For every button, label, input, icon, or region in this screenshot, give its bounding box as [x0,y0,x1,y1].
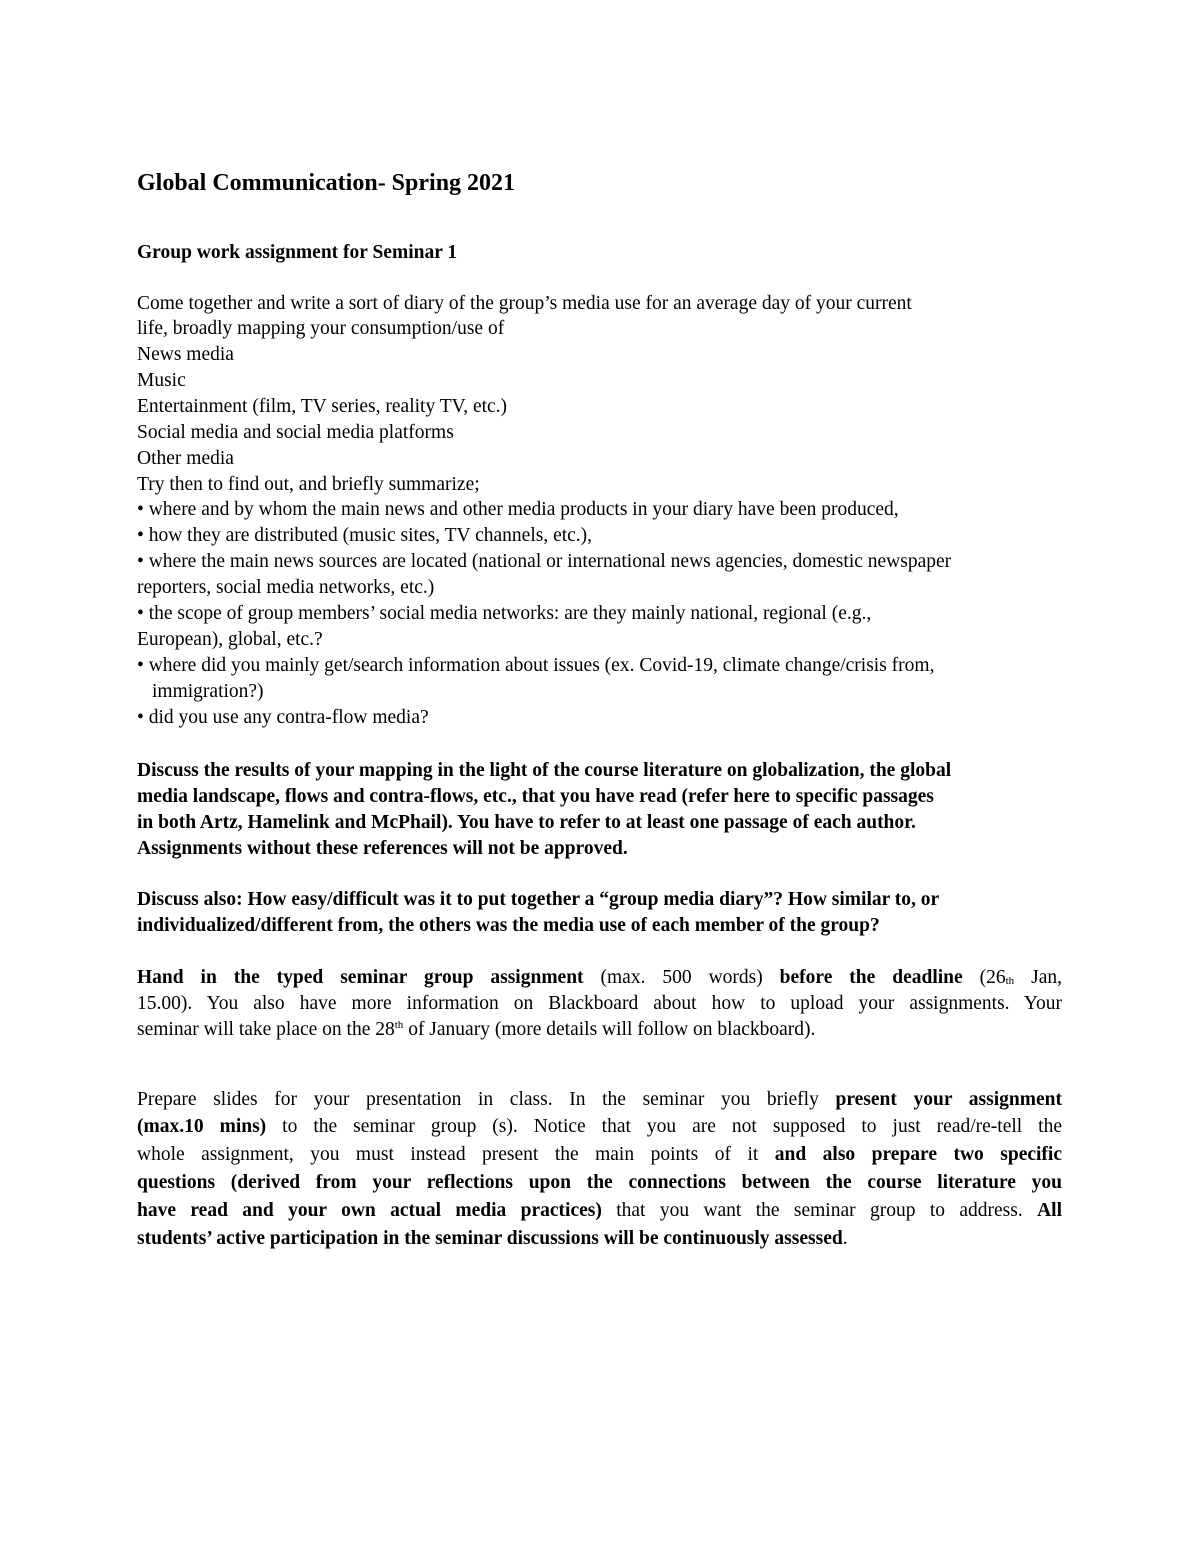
prepare-line [137,1227,848,1251]
ordinal-suffix: th [1005,975,1015,987]
prepare-line [137,1199,1062,1223]
bullet-item: • where and by whom the main news and other media products in your diary have been produced, [137,499,899,520]
bullet-item-continuation: immigration?) [152,681,264,702]
handin-line: 15.00). You also have more information on Blackboard about how to upload your assignments. Your [137,993,1062,1014]
handin-line [137,966,1062,990]
document-title: Global Communication- Spring 2021 [137,170,516,196]
media-list-item: Music [137,370,186,391]
handin-text: of January (more details will follow on blackboard). [403,1019,816,1040]
bullet-item: • the scope of group members’ social media networks: are they mainly national, regional (e.g., [137,603,872,624]
prepare-bold-text: All [1037,1200,1062,1221]
media-list-item: Entertainment (film, TV series, reality TV, etc.) [137,396,508,417]
ordinal-suffix: th [394,1019,404,1031]
prepare-text: whole assignment, you must instead present the main points of it [137,1144,775,1165]
bullet-item: • where did you mainly get/search information about issues (ex. Covid-19, climate change/crisis from, [137,655,935,676]
prepare-bold-text: (max.10 mins) [137,1116,267,1137]
media-list-item: News media [137,344,234,365]
bullet-item: • did you use any contra-flow media? [137,707,429,728]
discuss-line: Assignments without these references will not be approved. [137,838,628,859]
handin-text: seminar will take place on the 28 [137,1019,395,1040]
prepare-bold-text: and also prepare two specific [774,1144,1062,1165]
bullet-item: • how they are distributed (music sites, TV channels, etc.), [137,525,593,546]
handin-bold-text: Hand in the typed seminar group assignment [137,967,584,988]
handin-deadline-text: before the deadline [779,967,963,988]
bullet-item-continuation: reporters, social media networks, etc.) [137,577,435,598]
prepare-line [137,1088,1062,1112]
bullet-item-continuation: European), global, etc.? [137,629,323,650]
bullet-item: • where the main news sources are located (national or international news agencies, domestic newspaper [137,551,952,572]
discuss-also-line: Discuss also: How easy/difficult was it to put together a “group media diary”? How similar to, or [137,889,940,910]
discuss-line: Discuss the results of your mapping in the light of the course literature on globalization, the global [137,760,952,781]
instruction-line: Try then to find out, and briefly summarize; [137,474,480,495]
prepare-text: to the seminar group (s). Notice that you are not supposed to just read/re-tell the [266,1116,1063,1137]
prepare-text: . [842,1228,848,1249]
prepare-text: that you want the seminar group to address. [601,1200,1038,1221]
discuss-also-line: individualized/different from, the others was the media use of each member of the group? [137,915,880,936]
prepare-text: Prepare slides for your presentation in class. In the seminar you briefly [137,1089,836,1110]
intro-line: life, broadly mapping your consumption/use of [137,318,505,339]
prepare-line [137,1143,1062,1167]
prepare-bold-text: present your assignment [835,1089,1062,1110]
handin-text: (26 [962,967,1006,988]
handin-text: (max. 500 words) [583,967,780,988]
prepare-bold-text: have read and your own actual media practices) [137,1200,602,1221]
handin-text: Jan, [1014,967,1062,988]
prepare-bold-text: students’ active participation in the seminar discussions will be continuously assessed [137,1228,843,1249]
prepare-line: questions (derived from your reflections upon the connections between the course literature you [137,1172,1062,1193]
media-list-item: Social media and social media platforms [137,422,454,443]
intro-line: Come together and write a sort of diary of the group’s media use for an average day of your current [137,293,912,314]
media-list-item: Other media [137,448,234,469]
discuss-line: media landscape, flows and contra-flows, etc., that you have read (refer here to specific passages [137,786,934,807]
handin-line [137,1018,815,1042]
discuss-line: in both Artz, Hamelink and McPhail). You have to refer to at least one passage of each author. [137,812,916,833]
prepare-line [137,1115,1062,1139]
document-subtitle: Group work assignment for Seminar 1 [137,242,458,263]
